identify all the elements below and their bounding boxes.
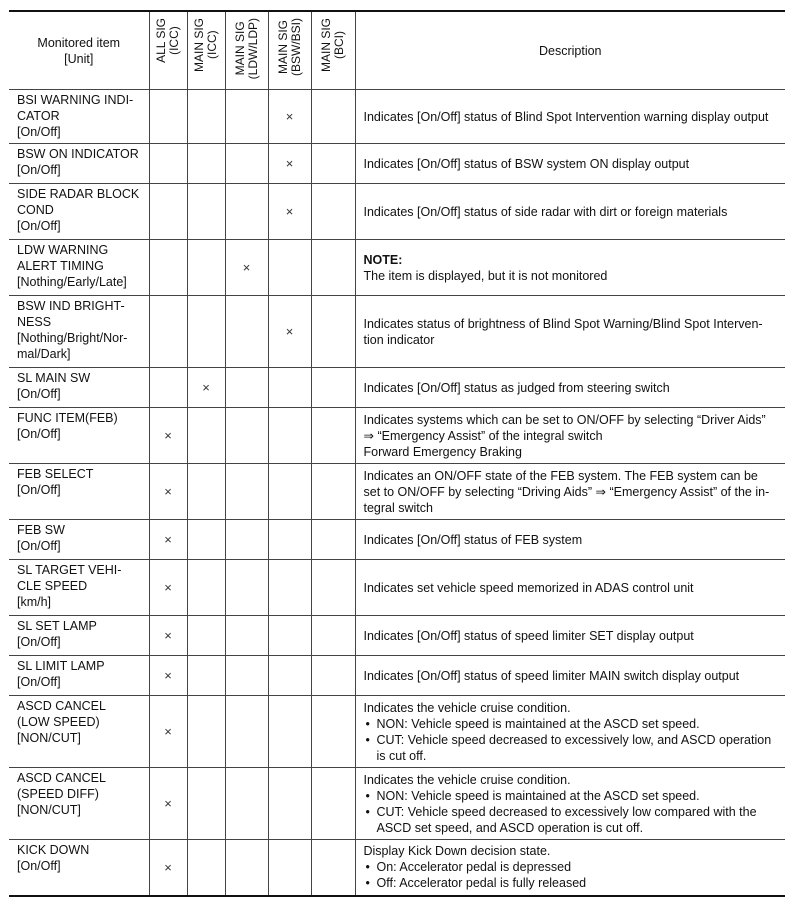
bullet-item [364, 732, 780, 764]
signal-cell [149, 408, 187, 464]
applicable-mark: × [164, 668, 172, 683]
signal-cell [187, 560, 225, 616]
description-cell [355, 696, 785, 768]
monitored-item-cell [9, 464, 149, 520]
table-row [9, 296, 785, 368]
signal-cell [225, 408, 268, 464]
description-cell [355, 240, 785, 296]
signal-cell [311, 184, 355, 240]
signal-cell [311, 240, 355, 296]
table-row [9, 768, 785, 840]
signal-cell [187, 616, 225, 656]
applicable-mark: × [164, 724, 172, 739]
bullet-line: • CUT: Vehicle speed decreased to excessively low, and ASCD operation [376, 732, 772, 747]
signal-cell [268, 656, 311, 696]
item-line: SL TARGET VEHI- [17, 563, 122, 577]
signal-cell [311, 520, 355, 560]
applicable-mark: × [285, 204, 294, 219]
description-line: Indicates [On/Off] status of Blind Spot Intervention warning display output [363, 109, 769, 124]
description-cell [355, 616, 785, 656]
item-line: [On/Off] [17, 635, 61, 649]
item-line: (SPEED DIFF) [17, 787, 99, 801]
item-line: SL MAIN SW [17, 371, 91, 385]
applicable-mark: × [164, 859, 172, 875]
monitored-item-cell [9, 408, 149, 464]
monitored-item-cell [9, 616, 149, 656]
signal-cell [311, 408, 355, 464]
table-row [9, 368, 785, 408]
bullet-item [364, 804, 780, 836]
header-all-sig-icc: ALL SIG (ICC) [149, 11, 187, 90]
item-line: [Nothing/Bright/Nor- [17, 331, 128, 345]
table-row [9, 90, 785, 144]
monitored-item-cell [9, 144, 149, 184]
item-line: [On/Off] [17, 539, 61, 553]
applicable-mark: × [164, 796, 172, 811]
applicable-mark: × [164, 532, 172, 547]
item-line: [Nothing/Early/Late] [17, 275, 127, 289]
signal-cell [149, 464, 187, 520]
item-line: [On/Off] [17, 387, 61, 401]
table-row [9, 840, 785, 896]
signal-cell [268, 464, 311, 520]
bullet-line: is cut off. [376, 748, 427, 763]
bullet-line: • CUT: Vehicle speed decreased to excessively low compared with the [376, 804, 757, 819]
signal-cell [149, 520, 187, 560]
signal-cell [187, 768, 225, 840]
signal-cell [268, 768, 311, 840]
description-line: Forward Emergency Braking [363, 444, 522, 459]
signal-cell [149, 240, 187, 296]
bullet-item [364, 875, 780, 891]
applicable-mark: × [285, 156, 294, 171]
description-line: Indicates systems which can be set to ON/OFF by selecting “Driver Aids” [363, 412, 766, 427]
item-line: BSW ON INDICATOR [17, 147, 139, 161]
bullet-list [364, 859, 780, 891]
description-line: Indicates status of brightness of Blind Spot Warning/Blind Spot Interven- [363, 316, 763, 331]
item-line: SL LIMIT LAMP [17, 659, 105, 673]
item-line: SL SET LAMP [17, 619, 97, 633]
item-line: ALERT TIMING [17, 259, 104, 273]
bullet-list [364, 788, 780, 836]
item-line: [On/Off] [17, 483, 61, 497]
description-line: tion indicator [363, 332, 435, 347]
table-row [9, 464, 785, 520]
applicable-mark: × [285, 324, 294, 339]
applicable-mark: × [164, 580, 172, 595]
signal-cell [268, 90, 311, 144]
description-cell [355, 144, 785, 184]
item-line: COND [17, 203, 54, 217]
signal-cell [311, 144, 355, 184]
header-item-label: Monitored item [37, 35, 121, 50]
description-line: Indicates [On/Off] status of side radar with dirt or foreign materials [363, 204, 728, 219]
signal-cell [311, 464, 355, 520]
item-line: BSI WARNING INDI- [17, 93, 134, 107]
description-line: Indicates the vehicle cruise condition. [363, 700, 571, 715]
description-cell [355, 768, 785, 840]
monitored-item-cell [9, 656, 149, 696]
bullet-item [364, 716, 780, 732]
description-line: set to ON/OFF by selecting “Driving Aids” ⇒ “Emergency Assist” of the in- [363, 484, 770, 499]
table-row [9, 696, 785, 768]
item-line: [On/Off] [17, 163, 61, 177]
signal-cell [149, 656, 187, 696]
item-line: ASCD CANCEL [17, 771, 106, 785]
table-row [9, 408, 785, 464]
description-cell [355, 464, 785, 520]
signal-cell [225, 656, 268, 696]
monitored-item-cell [9, 90, 149, 144]
description-cell [355, 296, 785, 368]
signal-cell [268, 368, 311, 408]
bullet-line: • On: Accelerator pedal is depressed [376, 860, 572, 875]
signal-cell [149, 296, 187, 368]
signal-cell [225, 464, 268, 520]
signal-cell [268, 296, 311, 368]
description-line: Indicates [On/Off] status of speed limiter SET display output [363, 628, 694, 643]
item-line: LDW WARNING [17, 243, 109, 257]
signal-cell [187, 408, 225, 464]
description-cell [355, 90, 785, 144]
signal-cell [187, 464, 225, 520]
signal-cell [187, 144, 225, 184]
item-line: SIDE RADAR BLOCK [17, 187, 140, 201]
signal-cell [187, 696, 225, 768]
signal-cell [311, 768, 355, 840]
signal-cell [311, 840, 355, 896]
description-cell [355, 560, 785, 616]
item-line: KICK DOWN [17, 843, 90, 857]
bullet-line: • NON: Vehicle speed is maintained at the ASCD set speed. [376, 788, 700, 803]
monitored-item-cell [9, 368, 149, 408]
signal-cell [311, 616, 355, 656]
header-main-sig-bci: MAIN SIG (BCI) [311, 11, 355, 90]
description-cell [355, 184, 785, 240]
signal-cell [187, 520, 225, 560]
bullet-item [364, 788, 780, 804]
signal-cell [149, 368, 187, 408]
description-cell [355, 656, 785, 696]
applicable-mark: × [164, 428, 172, 443]
description-line: Indicates an ON/OFF state of the FEB system. The FEB system can be [363, 468, 758, 483]
signal-cell [187, 368, 225, 408]
signal-cell [225, 840, 268, 896]
description-cell [355, 520, 785, 560]
signal-cell [311, 368, 355, 408]
signal-cell [225, 296, 268, 368]
signal-cell [225, 240, 268, 296]
header-main-sig-icc: MAIN SIG (ICC) [187, 11, 225, 90]
signal-cell [225, 520, 268, 560]
monitored-item-cell [9, 520, 149, 560]
signal-cell [311, 296, 355, 368]
signal-cell [225, 368, 268, 408]
item-line: (LOW SPEED) [17, 715, 100, 729]
signal-cell [311, 90, 355, 144]
item-line: mal/Dark] [17, 347, 71, 361]
note-label: NOTE: [363, 252, 403, 267]
signal-cell [149, 616, 187, 656]
item-line: CATOR [17, 109, 60, 123]
table-row [9, 184, 785, 240]
table-row [9, 560, 785, 616]
signal-cell [311, 560, 355, 616]
monitored-item-cell [9, 296, 149, 368]
item-line: FEB SELECT [17, 467, 94, 481]
signal-cell [187, 840, 225, 896]
header-main-sig-bsw-bsi: MAIN SIG (BSW/BSI) [268, 11, 311, 90]
item-line: FEB SW [17, 523, 65, 537]
signal-cell [311, 696, 355, 768]
item-line: [On/Off] [17, 125, 61, 139]
signal-cell [225, 90, 268, 144]
applicable-mark: × [242, 260, 251, 275]
table-row [9, 656, 785, 696]
signal-cell [268, 560, 311, 616]
description-line: Display Kick Down decision state. [363, 844, 551, 859]
signal-cell [149, 144, 187, 184]
signal-cell [149, 696, 187, 768]
description-line: Indicates [On/Off] status of BSW system ON display output [363, 156, 690, 171]
item-line: [On/Off] [17, 675, 61, 689]
bullet-line: • NON: Vehicle speed is maintained at the ASCD set speed. [376, 716, 700, 731]
description-line: Indicates the vehicle cruise condition. [363, 772, 571, 787]
signal-cell [268, 408, 311, 464]
monitored-item-cell [9, 240, 149, 296]
signal-cell [311, 656, 355, 696]
signal-cell [268, 840, 311, 896]
signal-cell [268, 184, 311, 240]
signal-cell [187, 296, 225, 368]
item-line: [NON/CUT] [17, 803, 81, 817]
monitored-item-cell [9, 696, 149, 768]
item-line: [On/Off] [17, 427, 61, 441]
item-line: NESS [17, 315, 52, 329]
bullet-line: • Off: Accelerator pedal is fully released [376, 876, 587, 891]
header-monitored-item [9, 11, 149, 90]
item-line: CLE SPEED [17, 579, 88, 593]
applicable-mark: × [285, 109, 294, 124]
monitored-item-cell [9, 560, 149, 616]
monitored-item-cell [9, 840, 149, 896]
header-description: Description [355, 11, 785, 90]
signal-cell [225, 184, 268, 240]
signal-cell [268, 144, 311, 184]
item-line: FUNC ITEM(FEB) [17, 411, 118, 425]
table-body [9, 90, 785, 896]
header-row [9, 11, 785, 90]
description-cell [355, 840, 785, 896]
header-main-sig-ldw-ldp: MAIN SIG (LDW/LDP) [225, 11, 268, 90]
item-line: BSW IND BRIGHT- [17, 299, 125, 313]
signal-cell [187, 90, 225, 144]
item-line: [On/Off] [17, 859, 61, 873]
signal-cell [149, 90, 187, 144]
description-line: ⇒ “Emergency Assist” of the integral switch [363, 428, 603, 443]
signal-cell [187, 184, 225, 240]
monitored-item-cell [9, 768, 149, 840]
table-row [9, 616, 785, 656]
signal-cell [149, 184, 187, 240]
signal-cell [187, 240, 225, 296]
signal-cell [268, 696, 311, 768]
signal-cell [225, 144, 268, 184]
signal-cell [187, 656, 225, 696]
signal-cell [149, 768, 187, 840]
item-line: [km/h] [17, 595, 52, 609]
description-line: Indicates [On/Off] status as judged from steering switch [363, 380, 670, 395]
signal-cell [225, 560, 268, 616]
signal-cell [225, 616, 268, 656]
signal-cell [268, 520, 311, 560]
description-cell [355, 408, 785, 464]
table-row [9, 240, 785, 296]
description-line: Indicates [On/Off] status of speed limiter MAIN switch display output [363, 668, 740, 683]
table-row [9, 520, 785, 560]
monitor-item-table [9, 10, 785, 897]
description-line: The item is displayed, but it is not monitored [363, 268, 608, 283]
item-line: [On/Off] [17, 219, 61, 233]
item-line: ASCD CANCEL [17, 699, 106, 713]
bullet-list [364, 716, 780, 764]
bullet-line: ASCD set speed, and ASCD operation is cut off. [376, 820, 644, 835]
applicable-mark: × [164, 484, 172, 499]
applicable-mark: × [164, 628, 172, 643]
signal-cell [225, 768, 268, 840]
item-line: [NON/CUT] [17, 731, 81, 745]
signal-cell [225, 696, 268, 768]
header-item-unit: [Unit] [64, 51, 94, 66]
signal-cell [149, 560, 187, 616]
bullet-item [364, 859, 780, 875]
description-line: Indicates set vehicle speed memorized in ADAS control unit [363, 580, 694, 595]
table-row [9, 144, 785, 184]
signal-cell [149, 840, 187, 896]
applicable-mark: × [202, 380, 210, 395]
signal-cell [268, 240, 311, 296]
monitored-item-cell [9, 184, 149, 240]
description-line: tegral switch [363, 500, 433, 515]
description-cell [355, 368, 785, 408]
description-line: Indicates [On/Off] status of FEB system [363, 532, 583, 547]
signal-cell [268, 616, 311, 656]
